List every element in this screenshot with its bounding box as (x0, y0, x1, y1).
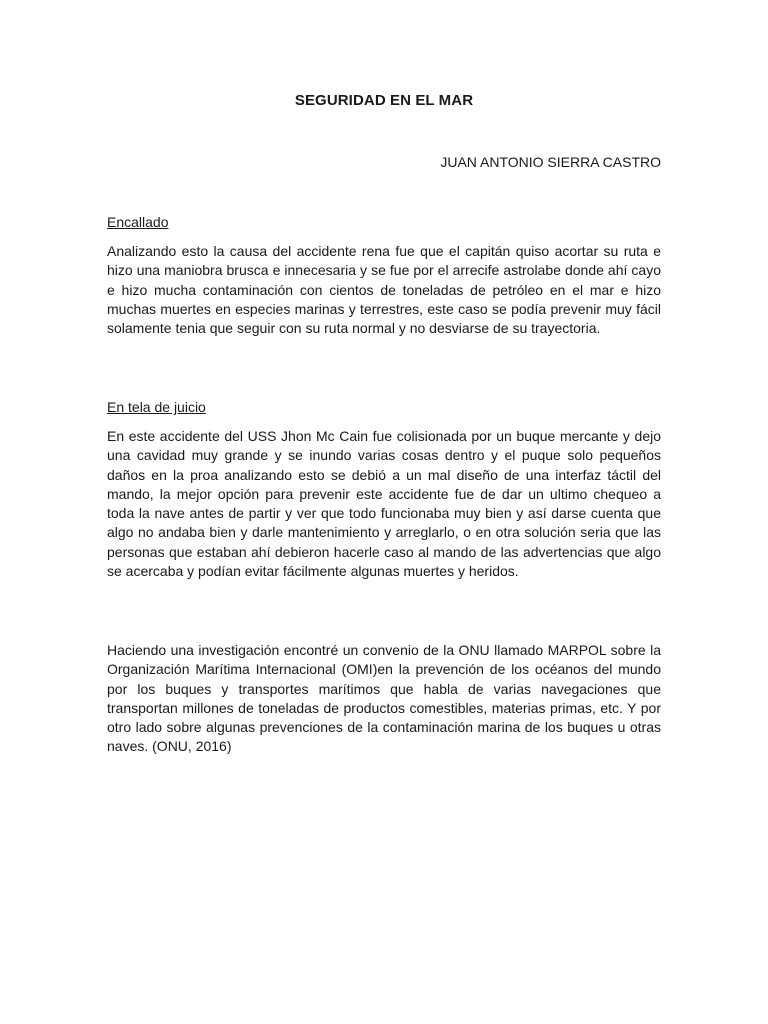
section-paragraph-encallado: Analizando esto la causa del accidente rena fue que el capitán quiso acortar su ruta e hizo una maniobra brusca e innecesaria y se fue por el arrecife astrolabe donde ahí cayo e hizo mucha contaminación con cientos de toneladas de petróleo en el mar e hizo muchas muertes en especies marinas y terrestres, este caso se podía prevenir muy fácil solamente tenia que seguir con su ruta normal y no desviarse de su trayectoria. (107, 243, 661, 337)
section-paragraph-marpol: Haciendo una investigación encontré un convenio de la ONU llamado MARPOL sobre la Organización Marítima Internacional (OMI)en la prevención de los océanos del mundo por los buques y transportes marítimos que habla de varias navegaciones que transportan millones de toneladas de productos comestibles, materias primas, etc. Y por otro lado sobre algunas prevenciones de la contaminación marina de los buques u otras naves. (ONU, 2016) (107, 642, 661, 755)
document-title: SEGURIDAD EN EL MAR (294, 92, 474, 109)
section-paragraph-en-tela-de-juicio: En este accidente del USS Jhon Mc Cain fue colisionada por un buque mercante y dejo una cavidad muy grande y se inundo varias cosas dentro y el puque solo pequeños daños en la proa analizando esto se debió a un mal diseño de una interfaz táctil del mando, la mejor opción para prevenir este accidente fue de dar un ultimo chequeo a toda la nave antes de partir y ver que todo funcionaba muy bien y así darse cuenta que algo no andaba bien y darle mantenimiento y arreglarlo, o en otra solución seria que las personas que estaban ahí debieron hacerle caso al mando de las advertencias que algo se acercaba y podían evitar fácilmente algunas muertes y heridos. (107, 428, 661, 580)
section-heading-en-tela-de-juicio: En tela de juicio (107, 399, 206, 415)
section-heading-encallado: Encallado (107, 214, 169, 230)
document-page (107, 0, 661, 1024)
document-author: JUAN ANTONIO SIERRA CASTRO (440, 154, 661, 170)
